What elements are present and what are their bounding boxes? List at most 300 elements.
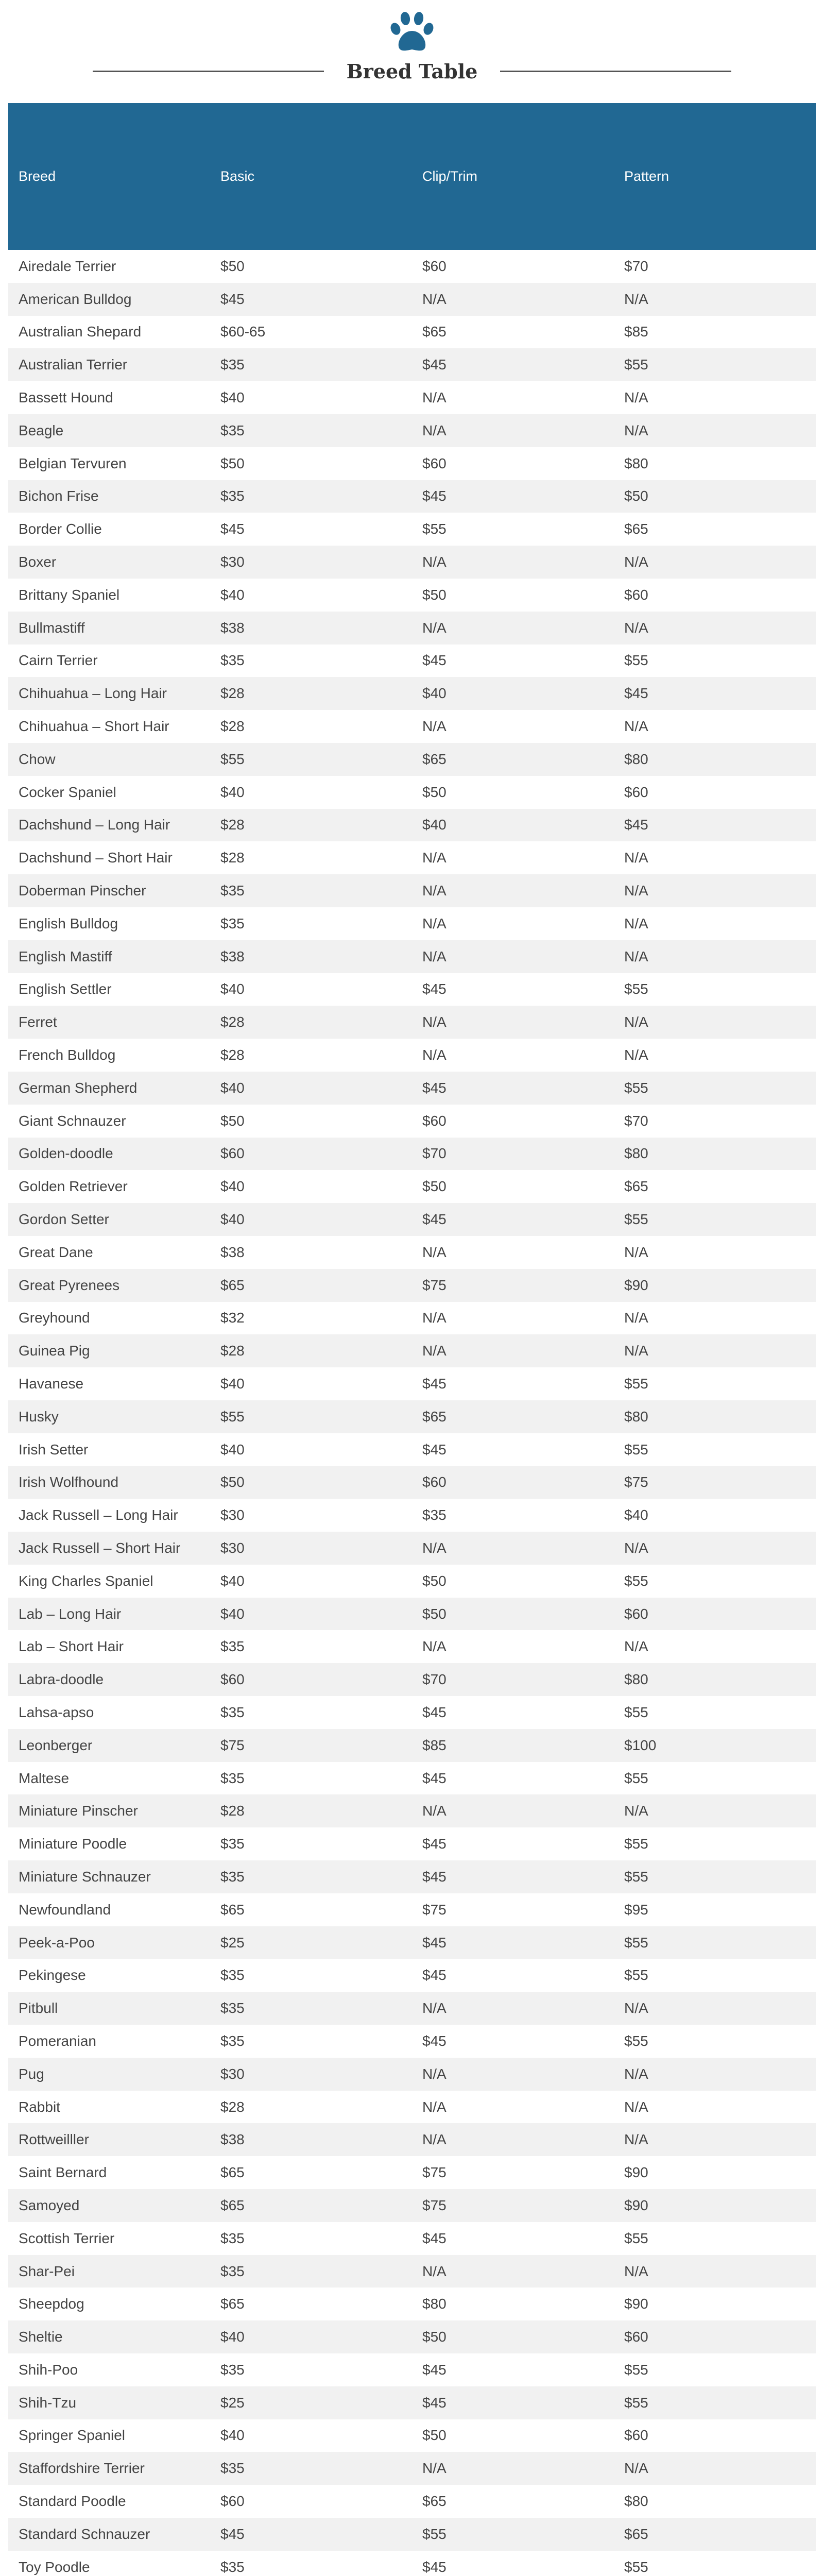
basic-price-cell: $28 <box>210 1006 412 1039</box>
pattern-price-cell: N/A <box>614 1236 816 1269</box>
table-row <box>8 1860 816 1893</box>
table-row <box>8 1630 816 1663</box>
basic-price-cell: $55 <box>210 1400 412 1433</box>
basic-price-cell: $40 <box>210 2320 412 2353</box>
pattern-price-cell: $65 <box>614 1170 816 1203</box>
clip-trim-price-cell: $45 <box>412 1072 614 1105</box>
breed-cell: Gordon Setter <box>8 1203 210 1236</box>
pattern-price-cell: $40 <box>614 1499 816 1532</box>
basic-price-cell: $55 <box>210 743 412 776</box>
breed-cell: Pug <box>8 2058 210 2091</box>
pattern-price-cell: N/A <box>614 1334 816 1367</box>
pattern-price-cell: $90 <box>614 2189 816 2222</box>
breed-cell: Cairn Terrier <box>8 645 210 677</box>
breed-cell: Miniature Pinscher <box>8 1794 210 1827</box>
breed-cell: Boxer <box>8 546 210 579</box>
basic-price-cell: $32 <box>210 1302 412 1335</box>
title-row <box>93 56 731 87</box>
basic-price-cell: $35 <box>210 2025 412 2058</box>
basic-price-cell: $65 <box>210 2189 412 2222</box>
table-header-row <box>8 103 816 250</box>
pattern-price-cell: $95 <box>614 1893 816 1926</box>
breed-cell: English Settler <box>8 973 210 1006</box>
basic-price-cell: $28 <box>210 2091 412 2124</box>
breed-cell: Standard Poodle <box>8 2485 210 2518</box>
basic-price-cell: $28 <box>210 1794 412 1827</box>
pattern-price-cell: $90 <box>614 1269 816 1302</box>
basic-price-cell: $40 <box>210 776 412 809</box>
basic-price-cell: $50 <box>210 1105 412 1138</box>
table-row <box>8 1565 816 1598</box>
basic-price-cell: $40 <box>210 2419 412 2452</box>
clip-trim-price-cell: N/A <box>412 381 614 414</box>
pattern-price-cell: N/A <box>614 2058 816 2091</box>
table-row <box>8 1532 816 1565</box>
table-row <box>8 1433 816 1466</box>
pattern-price-cell: $55 <box>614 1696 816 1729</box>
breed-cell: Labra-doodle <box>8 1663 210 1696</box>
clip-trim-price-cell: N/A <box>412 2255 614 2288</box>
pattern-price-cell: $60 <box>614 2419 816 2452</box>
clip-trim-price-cell: N/A <box>412 2452 614 2485</box>
basic-price-cell: $65 <box>210 2156 412 2189</box>
clip-trim-price-cell: N/A <box>412 1630 614 1663</box>
basic-price-cell: $28 <box>210 809 412 842</box>
clip-trim-price-cell: $45 <box>412 1367 614 1400</box>
clip-trim-price-cell: $75 <box>412 1893 614 1926</box>
pattern-price-cell: $65 <box>614 2518 816 2551</box>
table-body <box>8 250 816 2576</box>
pattern-price-cell: $60 <box>614 776 816 809</box>
clip-trim-price-cell: N/A <box>412 1794 614 1827</box>
table-row <box>8 1269 816 1302</box>
pattern-price-cell: N/A <box>614 1039 816 1072</box>
basic-price-cell: $38 <box>210 940 412 973</box>
pattern-price-cell: $45 <box>614 677 816 710</box>
breed-cell: Chihuahua – Long Hair <box>8 677 210 710</box>
pattern-price-cell: N/A <box>614 874 816 907</box>
table-row <box>8 2287 816 2320</box>
pattern-price-cell: $55 <box>614 1367 816 1400</box>
pattern-price-cell: $55 <box>614 1762 816 1795</box>
basic-price-cell: $35 <box>210 2255 412 2288</box>
table-row <box>8 1696 816 1729</box>
pattern-price-cell: $60 <box>614 2320 816 2353</box>
pattern-price-cell: N/A <box>614 2123 816 2156</box>
clip-trim-price-cell: $45 <box>412 1827 614 1860</box>
pattern-price-cell: $55 <box>614 1072 816 1105</box>
pattern-price-cell: $55 <box>614 348 816 381</box>
basic-price-cell: $35 <box>210 2353 412 2386</box>
basic-price-cell: $35 <box>210 2452 412 2485</box>
clip-trim-price-cell: $85 <box>412 1729 614 1762</box>
pattern-price-cell: N/A <box>614 1794 816 1827</box>
pattern-price-cell: $55 <box>614 1860 816 1893</box>
table-row <box>8 1499 816 1532</box>
clip-trim-price-cell: $60 <box>412 447 614 480</box>
pattern-price-cell: $90 <box>614 2287 816 2320</box>
breed-cell: Staffordshire Terrier <box>8 2452 210 2485</box>
table-row <box>8 1039 816 1072</box>
basic-price-cell: $35 <box>210 1762 412 1795</box>
basic-price-cell: $45 <box>210 2518 412 2551</box>
table-row <box>8 874 816 907</box>
breed-cell: Newfoundland <box>8 1893 210 1926</box>
table-row <box>8 1367 816 1400</box>
pattern-price-cell: $85 <box>614 316 816 349</box>
basic-price-cell: $30 <box>210 1532 412 1565</box>
table-row <box>8 1959 816 1992</box>
clip-trim-price-cell: $65 <box>412 2485 614 2518</box>
table-row <box>8 1006 816 1039</box>
breed-cell: Lab – Long Hair <box>8 1598 210 1631</box>
basic-price-cell: $38 <box>210 612 412 645</box>
breed-cell: Sheltie <box>8 2320 210 2353</box>
clip-trim-price-cell: N/A <box>412 283 614 316</box>
clip-trim-price-cell: N/A <box>412 1006 614 1039</box>
clip-trim-price-cell: N/A <box>412 1039 614 1072</box>
basic-price-cell: $40 <box>210 1565 412 1598</box>
breed-cell: Ferret <box>8 1006 210 1039</box>
clip-trim-price-cell: N/A <box>412 546 614 579</box>
breed-cell: Bullmastiff <box>8 612 210 645</box>
clip-trim-price-cell: N/A <box>412 414 614 447</box>
pattern-price-cell: $80 <box>614 1400 816 1433</box>
basic-price-cell: $40 <box>210 1072 412 1105</box>
table-row <box>8 2419 816 2452</box>
table-row <box>8 2025 816 2058</box>
table-row <box>8 414 816 447</box>
breed-cell: Havanese <box>8 1367 210 1400</box>
clip-trim-price-cell: $65 <box>412 743 614 776</box>
clip-trim-price-cell: $55 <box>412 513 614 546</box>
clip-trim-price-cell: $60 <box>412 1466 614 1499</box>
basic-price-cell: $45 <box>210 283 412 316</box>
pattern-price-cell: $55 <box>614 1827 816 1860</box>
pattern-price-cell: $55 <box>614 1433 816 1466</box>
pattern-price-cell: N/A <box>614 546 816 579</box>
table-row <box>8 2485 816 2518</box>
basic-price-cell: $40 <box>210 1598 412 1631</box>
paw-icon <box>386 11 438 54</box>
title-divider-right <box>500 71 731 72</box>
table-row <box>8 2320 816 2353</box>
pattern-price-cell: $45 <box>614 809 816 842</box>
breed-cell: Greyhound <box>8 1302 210 1335</box>
pattern-price-cell: $100 <box>614 1729 816 1762</box>
table-row <box>8 907 816 940</box>
clip-trim-price-cell: $45 <box>412 1433 614 1466</box>
pattern-price-cell: N/A <box>614 1302 816 1335</box>
clip-trim-price-cell: $80 <box>412 2287 614 2320</box>
table-row <box>8 1466 816 1499</box>
page-title: Breed Table <box>346 59 478 83</box>
breed-cell: Jack Russell – Long Hair <box>8 1499 210 1532</box>
breed-cell: Bichon Frise <box>8 480 210 513</box>
breed-cell: Samoyed <box>8 2189 210 2222</box>
column-header-basic: Basic <box>210 103 412 250</box>
basic-price-cell: $30 <box>210 2058 412 2091</box>
pattern-price-cell: $80 <box>614 1138 816 1171</box>
basic-price-cell: $75 <box>210 1729 412 1762</box>
clip-trim-price-cell: $50 <box>412 1170 614 1203</box>
clip-trim-price-cell: $45 <box>412 480 614 513</box>
basic-price-cell: $28 <box>210 677 412 710</box>
basic-price-cell: $40 <box>210 579 412 612</box>
basic-price-cell: $30 <box>210 1499 412 1532</box>
table-row <box>8 513 816 546</box>
breed-cell: Rabbit <box>8 2091 210 2124</box>
clip-trim-price-cell: $60 <box>412 1105 614 1138</box>
breed-cell: Miniature Schnauzer <box>8 1860 210 1893</box>
clip-trim-price-cell: $45 <box>412 973 614 1006</box>
clip-trim-price-cell: $75 <box>412 1269 614 1302</box>
clip-trim-price-cell: $45 <box>412 2386 614 2419</box>
pattern-price-cell: $70 <box>614 250 816 283</box>
table-row <box>8 2255 816 2288</box>
clip-trim-price-cell: $40 <box>412 809 614 842</box>
pattern-price-cell: N/A <box>614 283 816 316</box>
clip-trim-price-cell: $50 <box>412 1598 614 1631</box>
pattern-price-cell: $55 <box>614 2353 816 2386</box>
table-row <box>8 2551 816 2576</box>
basic-price-cell: $40 <box>210 973 412 1006</box>
pattern-price-cell: $55 <box>614 2025 816 2058</box>
clip-trim-price-cell: $45 <box>412 1959 614 1992</box>
pattern-price-cell: N/A <box>614 381 816 414</box>
breed-cell: Australian Terrier <box>8 348 210 381</box>
clip-trim-price-cell: N/A <box>412 2091 614 2124</box>
clip-trim-price-cell: $45 <box>412 1926 614 1959</box>
pattern-price-cell: $80 <box>614 1663 816 1696</box>
table-row <box>8 940 816 973</box>
breed-cell: Scottish Terrier <box>8 2222 210 2255</box>
clip-trim-price-cell: N/A <box>412 907 614 940</box>
breed-cell: Sheepdog <box>8 2287 210 2320</box>
basic-price-cell: $60 <box>210 1138 412 1171</box>
basic-price-cell: $40 <box>210 1433 412 1466</box>
basic-price-cell: $35 <box>210 2551 412 2576</box>
basic-price-cell: $38 <box>210 2123 412 2156</box>
pattern-price-cell: $55 <box>614 1926 816 1959</box>
basic-price-cell: $35 <box>210 874 412 907</box>
basic-price-cell: $28 <box>210 1334 412 1367</box>
table-header <box>8 103 816 250</box>
breed-cell: Golden Retriever <box>8 1170 210 1203</box>
breed-cell: Springer Spaniel <box>8 2419 210 2452</box>
pattern-price-cell: $55 <box>614 1565 816 1598</box>
breed-cell: Border Collie <box>8 513 210 546</box>
basic-price-cell: $40 <box>210 1170 412 1203</box>
pattern-price-cell: N/A <box>614 2091 816 2124</box>
clip-trim-price-cell: $45 <box>412 2025 614 2058</box>
clip-trim-price-cell: $45 <box>412 2353 614 2386</box>
pattern-price-cell: $80 <box>614 2485 816 2518</box>
clip-trim-price-cell: N/A <box>412 940 614 973</box>
table-row <box>8 841 816 874</box>
basic-price-cell: $60 <box>210 2485 412 2518</box>
breed-cell: Peek-a-Poo <box>8 1926 210 1959</box>
table-row <box>8 809 816 842</box>
table-row <box>8 1203 816 1236</box>
table-row <box>8 1992 816 2025</box>
pattern-price-cell: N/A <box>614 2255 816 2288</box>
table-row <box>8 1334 816 1367</box>
column-header-pattern: Pattern <box>614 103 816 250</box>
clip-trim-price-cell: $70 <box>412 1663 614 1696</box>
basic-price-cell: $30 <box>210 546 412 579</box>
clip-trim-price-cell: N/A <box>412 612 614 645</box>
table-row <box>8 316 816 349</box>
breed-cell: Bassett Hound <box>8 381 210 414</box>
clip-trim-price-cell: N/A <box>412 841 614 874</box>
breed-cell: Lab – Short Hair <box>8 1630 210 1663</box>
clip-trim-price-cell: N/A <box>412 710 614 743</box>
clip-trim-price-cell: N/A <box>412 1236 614 1269</box>
clip-trim-price-cell: $75 <box>412 2156 614 2189</box>
clip-trim-price-cell: N/A <box>412 1302 614 1335</box>
clip-trim-price-cell: $45 <box>412 1762 614 1795</box>
basic-price-cell: $40 <box>210 1203 412 1236</box>
breed-cell: Dachshund – Short Hair <box>8 841 210 874</box>
pattern-price-cell: $70 <box>614 1105 816 1138</box>
pattern-price-cell: $80 <box>614 447 816 480</box>
clip-trim-price-cell: $50 <box>412 2320 614 2353</box>
table-row <box>8 381 816 414</box>
breed-cell: French Bulldog <box>8 1039 210 1072</box>
pattern-price-cell: $55 <box>614 973 816 1006</box>
clip-trim-price-cell: $45 <box>412 1860 614 1893</box>
breed-cell: Pekingese <box>8 1959 210 1992</box>
pattern-price-cell: N/A <box>614 1992 816 2025</box>
breed-cell: Shih-Poo <box>8 2353 210 2386</box>
table-row <box>8 1762 816 1795</box>
table-row <box>8 1072 816 1105</box>
breed-cell: American Bulldog <box>8 283 210 316</box>
table-row <box>8 2123 816 2156</box>
pattern-price-cell: $75 <box>614 1466 816 1499</box>
table-row <box>8 743 816 776</box>
table-row <box>8 1827 816 1860</box>
basic-price-cell: $35 <box>210 645 412 677</box>
table-row <box>8 1598 816 1631</box>
pattern-price-cell: $55 <box>614 645 816 677</box>
table-row <box>8 645 816 677</box>
pattern-price-cell: N/A <box>614 940 816 973</box>
pattern-price-cell: $55 <box>614 2386 816 2419</box>
pattern-price-cell: $55 <box>614 1203 816 1236</box>
basic-price-cell: $35 <box>210 414 412 447</box>
breed-cell: Australian Shepard <box>8 316 210 349</box>
clip-trim-price-cell: $45 <box>412 645 614 677</box>
clip-trim-price-cell: $65 <box>412 316 614 349</box>
pattern-price-cell: $55 <box>614 2222 816 2255</box>
basic-price-cell: $25 <box>210 2386 412 2419</box>
basic-price-cell: $35 <box>210 1696 412 1729</box>
breed-cell: Golden-doodle <box>8 1138 210 1171</box>
breed-cell: Doberman Pinscher <box>8 874 210 907</box>
table-row <box>8 2386 816 2419</box>
table-row <box>8 283 816 316</box>
clip-trim-price-cell: $35 <box>412 1499 614 1532</box>
basic-price-cell: $65 <box>210 1893 412 1926</box>
basic-price-cell: $60 <box>210 1663 412 1696</box>
breed-cell: Rottweilller <box>8 2123 210 2156</box>
table-row <box>8 1794 816 1827</box>
pattern-price-cell: N/A <box>614 414 816 447</box>
breed-cell: Brittany Spaniel <box>8 579 210 612</box>
clip-trim-price-cell: N/A <box>412 874 614 907</box>
breed-cell: Pitbull <box>8 1992 210 2025</box>
basic-price-cell: $28 <box>210 1039 412 1072</box>
clip-trim-price-cell: $45 <box>412 2222 614 2255</box>
table-row <box>8 612 816 645</box>
table-row <box>8 2156 816 2189</box>
breed-cell: German Shepherd <box>8 1072 210 1105</box>
table-row <box>8 2091 816 2124</box>
breed-cell: Toy Poodle <box>8 2551 210 2576</box>
breed-cell: English Mastiff <box>8 940 210 973</box>
clip-trim-price-cell: $70 <box>412 1138 614 1171</box>
breed-cell: Irish Setter <box>8 1433 210 1466</box>
breed-cell: Giant Schnauzer <box>8 1105 210 1138</box>
page-heading <box>0 0 824 103</box>
clip-trim-price-cell: N/A <box>412 2123 614 2156</box>
pattern-price-cell: N/A <box>614 1006 816 1039</box>
basic-price-cell: $65 <box>210 2287 412 2320</box>
table-row <box>8 250 816 283</box>
table-row <box>8 1729 816 1762</box>
table-row <box>8 348 816 381</box>
table-row <box>8 710 816 743</box>
breed-cell: Guinea Pig <box>8 1334 210 1367</box>
clip-trim-price-cell: $45 <box>412 1203 614 1236</box>
clip-trim-price-cell: $50 <box>412 579 614 612</box>
breed-cell: Cocker Spaniel <box>8 776 210 809</box>
breed-cell: Jack Russell – Short Hair <box>8 1532 210 1565</box>
breed-cell: Pomeranian <box>8 2025 210 2058</box>
basic-price-cell: $35 <box>210 1827 412 1860</box>
breed-cell: Maltese <box>8 1762 210 1795</box>
title-divider-left <box>93 71 324 72</box>
clip-trim-price-cell: $55 <box>412 2518 614 2551</box>
clip-trim-price-cell: $75 <box>412 2189 614 2222</box>
breed-cell: Irish Wolfhound <box>8 1466 210 1499</box>
breed-cell: Miniature Poodle <box>8 1827 210 1860</box>
column-header-clip-trim: Clip/Trim <box>412 103 614 250</box>
basic-price-cell: $25 <box>210 1926 412 1959</box>
basic-price-cell: $35 <box>210 1860 412 1893</box>
basic-price-cell: $35 <box>210 1992 412 2025</box>
basic-price-cell: $35 <box>210 1959 412 1992</box>
pattern-price-cell: N/A <box>614 710 816 743</box>
breed-cell: Belgian Tervuren <box>8 447 210 480</box>
pattern-price-cell: N/A <box>614 2452 816 2485</box>
basic-price-cell: $40 <box>210 1367 412 1400</box>
basic-price-cell: $28 <box>210 710 412 743</box>
table-row <box>8 2452 816 2485</box>
table-row <box>8 1170 816 1203</box>
breed-cell: Husky <box>8 1400 210 1433</box>
basic-price-cell: $65 <box>210 1269 412 1302</box>
breed-cell: Great Pyrenees <box>8 1269 210 1302</box>
table-row <box>8 1663 816 1696</box>
basic-price-cell: $45 <box>210 513 412 546</box>
clip-trim-price-cell: N/A <box>412 1334 614 1367</box>
table-row <box>8 1138 816 1171</box>
basic-price-cell: $35 <box>210 348 412 381</box>
table-row <box>8 1893 816 1926</box>
